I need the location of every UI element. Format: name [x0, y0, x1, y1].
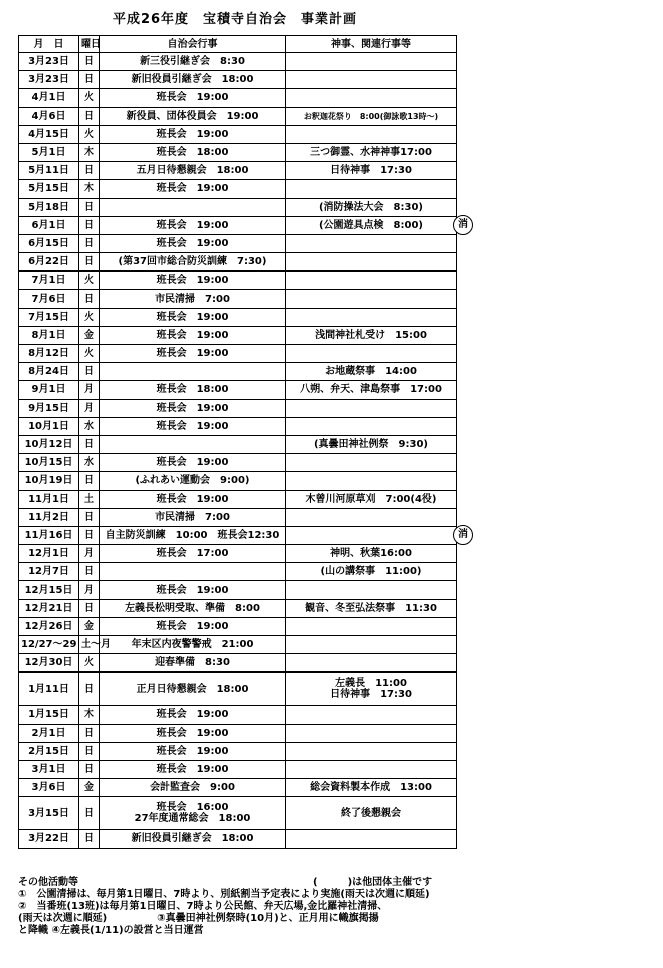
row-related-event — [286, 636, 457, 654]
row-day: 日 — [79, 797, 100, 830]
row-date: 3月23日 — [19, 53, 79, 71]
row-date: 8月12日 — [19, 345, 79, 363]
row-date: 4月1日 — [19, 89, 79, 107]
row-date: 2月15日 — [19, 742, 79, 760]
row-related-event — [286, 162, 457, 180]
note-line: と降幟 ④左義長(1/11)の設営と当日運営 — [18, 925, 204, 936]
row-date: 12月21日 — [19, 599, 79, 617]
table-row — [19, 326, 457, 344]
table-row — [19, 107, 457, 125]
row-date: 9月15日 — [19, 399, 79, 417]
row-day: 日 — [79, 526, 100, 544]
row-day: 日 — [79, 198, 100, 216]
row-main-event: (第37回市総合防災訓練 7:30) — [100, 253, 286, 272]
row-main-event — [100, 797, 286, 830]
row-related-event — [286, 198, 457, 216]
row-related-event — [286, 417, 457, 435]
table-row — [19, 581, 457, 599]
table-row — [19, 345, 457, 363]
row-day: 日 — [79, 253, 100, 272]
row-related-event — [286, 143, 457, 161]
table-row — [19, 381, 457, 399]
row-date: 6月1日 — [19, 216, 79, 234]
row-day: 月 — [79, 381, 100, 399]
row-date: 12月30日 — [19, 654, 79, 673]
table-row — [19, 417, 457, 435]
note-line: ① 公園清掃は、毎月第1日曜日、7時より、別紙割当予定表により実施(雨天は次週に順延) — [18, 889, 430, 900]
row-main-event: 班長会 19:00 — [100, 345, 286, 363]
row-main-event: 自主防災訓練 10:00 班長会12:30 — [100, 526, 286, 544]
row-day: 日 — [79, 234, 100, 252]
row-main-event: 班長会 18:00 — [100, 143, 286, 161]
row-date: 7月6日 — [19, 290, 79, 308]
table-row — [19, 180, 457, 198]
table-row — [19, 363, 457, 381]
row-date: 11月1日 — [19, 490, 79, 508]
row-date: 10月12日 — [19, 435, 79, 453]
row-day: 火 — [79, 271, 100, 290]
row-date: 5月15日 — [19, 180, 79, 198]
table-row — [19, 760, 457, 778]
table-row — [19, 617, 457, 635]
row-main-event: 班長会 19:00 — [100, 742, 286, 760]
row-main-line: 班長会 16:00 — [156, 802, 229, 814]
table-row — [19, 53, 457, 71]
row-day: 木 — [79, 180, 100, 198]
row-related-event — [286, 617, 457, 635]
row-related-event — [286, 654, 457, 673]
table-row — [19, 435, 457, 453]
row-main-event: 班長会 19:00 — [100, 760, 286, 778]
row-main-event: 市民清掃 7:00 — [100, 290, 286, 308]
row-date: 12月1日 — [19, 545, 79, 563]
row-main-event: 正月日待懇親会 18:00 — [100, 672, 286, 706]
row-related-event — [286, 490, 457, 508]
header-sub: 神事、関連行事等 — [286, 36, 457, 53]
row-date: 3月6日 — [19, 779, 79, 797]
row-related-event — [286, 797, 457, 830]
row-date: 5月11日 — [19, 162, 79, 180]
row-sub-line: 浅間神社札受け 15:00 — [315, 329, 427, 341]
row-related-event — [286, 472, 457, 490]
row-sub-line: (山の講祭事 11:00) — [320, 566, 422, 578]
schedule-body — [19, 53, 468, 849]
row-sub-line: 三つ御霊、水神神事17:00 — [310, 147, 432, 159]
table-row — [19, 508, 457, 526]
row-date: 5月1日 — [19, 143, 79, 161]
table-row — [19, 308, 457, 326]
table-row — [19, 472, 457, 490]
row-related-event — [286, 672, 457, 706]
row-main-line: 27年度通常総会 18:00 — [134, 813, 251, 825]
schedule-table — [18, 35, 468, 849]
table-row — [19, 724, 457, 742]
row-sub-line: 総会資料製本作成 13:00 — [310, 782, 432, 794]
row-related-event — [286, 760, 457, 778]
table-row — [19, 545, 457, 563]
row-related-event — [286, 830, 457, 848]
row-related-event — [286, 706, 457, 724]
table-row — [19, 599, 457, 617]
table-row — [19, 71, 457, 89]
row-day: 日 — [79, 435, 100, 453]
row-day: 火 — [79, 654, 100, 673]
row-day: 水 — [79, 417, 100, 435]
row-related-event — [286, 345, 457, 363]
row-related-event — [286, 526, 468, 544]
row-sub-line: (真曇田神社例祭 9:30) — [313, 439, 428, 451]
table-row — [19, 654, 457, 673]
row-main-event: 新役員、団体役員会 19:00 — [100, 107, 286, 125]
row-date: 11月16日 — [19, 526, 79, 544]
row-day: 日 — [79, 742, 100, 760]
row-date: 12月7日 — [19, 563, 79, 581]
row-sub-line: お地蔵祭事 14:00 — [325, 366, 417, 378]
row-sub-line: お釈迦花祭り 8:00(御詠歌13時～) — [303, 111, 439, 121]
table-row — [19, 89, 457, 107]
row-related-event — [286, 216, 468, 234]
table-row — [19, 198, 457, 216]
table-row — [19, 672, 457, 706]
row-day: 日 — [79, 672, 100, 706]
row-date: 10月1日 — [19, 417, 79, 435]
row-related-event — [286, 326, 457, 344]
table-row — [19, 125, 457, 143]
row-day: 火 — [79, 345, 100, 363]
row-main-event: 年末区内夜警警戒 21:00 — [100, 636, 286, 654]
row-date: 1月15日 — [19, 706, 79, 724]
row-related-event — [286, 107, 457, 125]
table-row — [19, 830, 457, 848]
row-day: 月 — [79, 399, 100, 417]
row-date: 12/27～29 — [19, 636, 79, 654]
row-date: 7月1日 — [19, 271, 79, 290]
table-row — [19, 454, 457, 472]
row-date: 3月1日 — [19, 760, 79, 778]
row-main-event: 班長会 19:00 — [100, 417, 286, 435]
row-related-event — [286, 454, 457, 472]
row-day: 水 — [79, 454, 100, 472]
row-related-event — [286, 180, 457, 198]
row-sub-line: (消防操法大会 8:30) — [318, 201, 423, 213]
row-main-event: 班長会 19:00 — [100, 399, 286, 417]
row-day: 金 — [79, 617, 100, 635]
row-date: 6月15日 — [19, 234, 79, 252]
row-related-event — [286, 381, 457, 399]
row-date: 10月19日 — [19, 472, 79, 490]
row-main-event: 班長会 19:00 — [100, 581, 286, 599]
row-main-event: 会計監査会 9:00 — [100, 779, 286, 797]
row-related-event — [286, 271, 457, 290]
row-main-event: 班長会 19:00 — [100, 454, 286, 472]
row-related-event — [286, 599, 457, 617]
note-line: (雨天は次週に順延) ③真曇田神社例祭時(10月)と、正月用に幟旗掲揚 — [18, 913, 379, 924]
row-day: 日 — [79, 53, 100, 71]
row-related-event — [286, 508, 457, 526]
row-date: 4月6日 — [19, 107, 79, 125]
notes-heading: その他活動等 — [18, 877, 78, 888]
row-day: 日 — [79, 563, 100, 581]
notes-section — [18, 877, 458, 937]
row-main-event: 班長会 19:00 — [100, 271, 286, 290]
row-day: 日 — [79, 724, 100, 742]
row-day: 火 — [79, 89, 100, 107]
row-main-event: 新旧役員引継ぎ会 18:00 — [100, 71, 286, 89]
row-day: 日 — [79, 760, 100, 778]
row-related-event — [286, 435, 457, 453]
row-related-event — [286, 563, 457, 581]
row-date: 3月15日 — [19, 797, 79, 830]
row-main-event: 班長会 19:00 — [100, 706, 286, 724]
row-main-event: 班長会 19:00 — [100, 724, 286, 742]
circled-mark: 消 — [453, 215, 473, 235]
row-date: 9月1日 — [19, 381, 79, 399]
table-row — [19, 253, 457, 272]
row-main-event: 班長会 19:00 — [100, 125, 286, 143]
table-row — [19, 234, 457, 252]
row-date: 4月15日 — [19, 125, 79, 143]
row-day: 月 — [79, 545, 100, 563]
row-main-event: 班長会 18:00 — [100, 381, 286, 399]
table-row — [19, 636, 457, 654]
row-related-event — [286, 399, 457, 417]
row-sub-line: 日待神事 17:30 — [330, 165, 412, 177]
row-main-event: 班長会 19:00 — [100, 234, 286, 252]
row-day: 日 — [79, 599, 100, 617]
row-main-event: (ふれあい運動会 9:00) — [100, 472, 286, 490]
row-related-event — [286, 71, 457, 89]
row-day: 日 — [79, 216, 100, 234]
table-row — [19, 742, 457, 760]
row-main-event: 新三役引継ぎ会 8:30 — [100, 53, 286, 71]
row-related-event — [286, 545, 457, 563]
header-date: 月 日 — [19, 36, 79, 53]
row-main-event: 班長会 19:00 — [100, 490, 286, 508]
row-related-event — [286, 742, 457, 760]
row-day: 日 — [79, 508, 100, 526]
row-main-event: 班長会 17:00 — [100, 545, 286, 563]
row-main-event — [100, 435, 286, 453]
row-main-event: 班長会 19:00 — [100, 89, 286, 107]
circled-mark: 消 — [453, 525, 473, 545]
row-main-event: 市民清掃 7:00 — [100, 508, 286, 526]
row-related-event — [286, 779, 457, 797]
row-day: 金 — [79, 326, 100, 344]
row-date: 3月22日 — [19, 830, 79, 848]
table-row — [19, 216, 457, 234]
row-sub-line: 木曾川河原草刈 7:00(4役) — [305, 493, 437, 505]
note-line: ② 当番班(13班)は毎月第1日曜日、7時より公民館、弁天広場,金比羅神社清掃、 — [18, 901, 388, 912]
table-row — [19, 271, 457, 290]
row-date: 12月26日 — [19, 617, 79, 635]
row-day: 日 — [79, 107, 100, 125]
row-main-event — [100, 563, 286, 581]
row-related-event — [286, 308, 457, 326]
table-row — [19, 563, 457, 581]
row-main-event: 五月日待懇親会 18:00 — [100, 162, 286, 180]
row-day: 日 — [79, 363, 100, 381]
row-related-event — [286, 234, 457, 252]
row-date: 3月23日 — [19, 71, 79, 89]
row-date: 7月15日 — [19, 308, 79, 326]
row-day: 日 — [79, 290, 100, 308]
row-date: 12月15日 — [19, 581, 79, 599]
row-sub-line: 神明、秋葉16:00 — [330, 548, 412, 560]
table-row — [19, 797, 457, 830]
row-day: 木 — [79, 143, 100, 161]
table-row — [19, 779, 457, 797]
row-related-event — [286, 53, 457, 71]
table-header-row — [19, 36, 457, 53]
row-day: 金 — [79, 779, 100, 797]
row-day: 火 — [79, 125, 100, 143]
header-main: 自治会行事 — [100, 36, 286, 53]
row-date: 1月11日 — [19, 672, 79, 706]
header-day: 曜日 — [79, 36, 100, 53]
row-related-event — [286, 125, 457, 143]
row-sub-line: 終了後懇親会 — [341, 807, 401, 819]
row-main-event: 班長会 19:00 — [100, 326, 286, 344]
row-day: 日 — [79, 162, 100, 180]
row-related-event — [286, 89, 457, 107]
table-row — [19, 162, 457, 180]
row-date: 2月1日 — [19, 724, 79, 742]
table-row — [19, 526, 457, 544]
row-related-event — [286, 724, 457, 742]
row-day: 日 — [79, 472, 100, 490]
row-sub-line: 八朔、弁天、津島祭事 17:00 — [300, 384, 442, 396]
row-related-event — [286, 581, 457, 599]
row-related-event — [286, 290, 457, 308]
row-main-event: 迎春準備 8:30 — [100, 654, 286, 673]
row-day: 日 — [79, 830, 100, 848]
row-date: 8月24日 — [19, 363, 79, 381]
table-row — [19, 706, 457, 724]
row-day: 月 — [79, 581, 100, 599]
row-main-event: 班長会 19:00 — [100, 216, 286, 234]
table-row — [19, 143, 457, 161]
row-sub-line: 日待神事 17:30 — [330, 689, 412, 701]
row-main-event: 新旧役員引継ぎ会 18:00 — [100, 830, 286, 848]
row-main-event: 班長会 19:00 — [100, 617, 286, 635]
row-day: 火 — [79, 308, 100, 326]
table-row — [19, 490, 457, 508]
row-related-event — [286, 363, 457, 381]
row-day: 木 — [79, 706, 100, 724]
table-row — [19, 290, 457, 308]
row-day: 土 — [79, 490, 100, 508]
row-date: 5月18日 — [19, 198, 79, 216]
row-related-event — [286, 253, 457, 272]
row-sub-line: 観音、冬至弘法祭事 11:30 — [305, 602, 437, 614]
row-sub-line: 左義長 11:00 — [335, 678, 407, 690]
page-title: 平成26年度 宝積寺自治会 事業計画 — [112, 12, 358, 27]
row-main-event: 左義長松明受取、準備 8:00 — [100, 599, 286, 617]
row-date: 6月22日 — [19, 253, 79, 272]
row-main-event: 班長会 19:00 — [100, 180, 286, 198]
row-main-event — [100, 363, 286, 381]
table-row — [19, 399, 457, 417]
row-sub-line: (公園遊具点検 8:00) — [318, 219, 423, 231]
row-main-event: 班長会 19:00 — [100, 308, 286, 326]
row-day: 土～月 — [79, 636, 100, 654]
notes-legend: ( )は他団体主催です — [313, 877, 433, 888]
row-date: 11月2日 — [19, 508, 79, 526]
row-date: 10月15日 — [19, 454, 79, 472]
row-date: 8月1日 — [19, 326, 79, 344]
row-day: 日 — [79, 71, 100, 89]
row-main-event — [100, 198, 286, 216]
